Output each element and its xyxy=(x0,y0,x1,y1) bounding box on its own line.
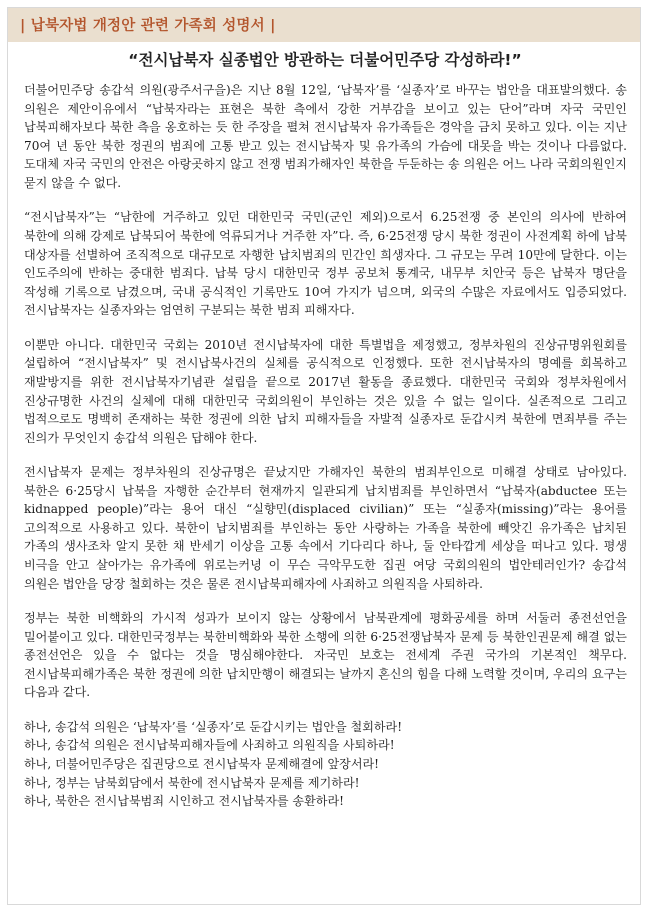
resolution-item-1: 하나, 송갑석 의원은 ‘납북자’를 ‘실종자’로 둔갑시키는 법안을 철회하라! xyxy=(24,719,403,734)
paragraph-5: 정부는 북한 비핵화의 가시적 성과가 보이지 않는 상황에서 남북관계에 평화공세를 하며 서둘러 종전선언을 밀어붙이고 있다. 대한민국정부는 북한비핵화와 북한 소행에 의한 6·25전쟁납북자 문제 등 북한인권문제 해결 없는 종전선언은 있을 수 없다는 것을 명심해야한다. 자국민 보호는 전세계 주권 국가의 기본적인 책무다. 전시납북피해가족은 북한 정권에 의한 납치만행이 해결되는 날까지 혼신의 힘을 다해 노력할 것이며, 우리의 요구는 다음과 같다. xyxy=(24,611,627,700)
resolution-item-4: 하나, 정부는 남북회담에서 북한에 전시납북자 문제를 제기하라! xyxy=(24,775,360,790)
statement-body xyxy=(24,81,627,811)
resolution-item-3: 하나, 더불어민주당은 집권당으로 전시납북자 문제해결에 앞장서라! xyxy=(24,756,380,771)
document-section-title: | 납북자법 개정안 관련 가족회 성명서 | xyxy=(20,18,276,34)
paragraph-1: 더불어민주당 송갑석 의원(광주서구을)은 지난 8월 12일, ‘납북자’를 ‘실종자’로 바꾸는 법안을 대표발의했다. 송 의원은 제안이유에서 “납북자라는 표현은 북한 측에서 강한 거부감을 보이고 있는 단어”라며 자국 국민인 납북피해자보다 북한 측을 옹호하는 듯 한 주장을 펼쳐 전시납북자 유가족들은 경악을 금치 못하고 있다. 이는 지난 70여 년 동안 북한 정권의 범죄에 고통 받고 있는 전시납북자 및 유가족의 가슴에 대못을 박는 것이나 다름없다. 도대체 자국 국민의 안전은 아랑곳하지 않고 전쟁 범죄가해자인 북한을 두둔하는 송 의원은 어느 나라 국회의원인지 묻지 않을 수 없다. xyxy=(24,83,627,190)
statement-headline: “전시납북자 실종법안 방관하는 더불어민주당 각성하라!” xyxy=(128,51,522,69)
paragraph-2: “전시납북자”는 “남한에 거주하고 있던 대한민국 국민(군인 제외)으로서 6.25전쟁 중 본인의 의사에 반하여 북한에 의해 강제로 납북되어 북한에 억류되거나 거주한 자”다. 즉, 6·25전쟁 당시 북한 정권이 사전계획 하에 납북 대상자를 선별하여 조직적으로 대규모로 자행한 납치범죄의 민간인 희생자다. 그 규모는 무려 10만에 달한다. 이는 인도주의에 반하는 중대한 범죄다. 납북 당시 대한민국 정부 공보처 통계국, 내무부 치안국 등은 납북자 명단을 작성해 기록으로 남겼으며, 국내 공식적인 기록만도 10여 가지가 넘으며, 외국의 수많은 자료에서도 입증되었다. 전시납북자는 실종자와는 엄연히 구분되는 북한 범죄 피해자다. xyxy=(24,210,627,318)
paragraph-3: 이뿐만 아니다. 대한민국 국회는 2010년 전시납북자에 대한 특별법을 제정했고, 정부차원의 진상규명위원회를 설립하여 “전시납북자” 및 전시납북사건의 실체를 공식적으로 인정했다. 또한 전시납북자의 명예를 회복하고 재발방지를 위한 전시납북자기념관 설립을 끝으로 2017년 활동을 종료했다. 대한민국 국회와 정부차원에서 진상규명한 사건의 실체에 대해 대한민국 국회의원이 부인하는 것은 있을 수 없는 일이다. 실존적으로 그리고 법적으로도 명백히 존재하는 북한 정권에 의한 납치 피해자들을 자발적 실종자로 둔갑시켜 북한에 면죄부를 주는 진의가 무엇인지 송갑석 의원은 답해야 한다. xyxy=(24,337,627,445)
resolution-item-5: 하나, 북한은 전시납북범죄 시인하고 전시납북자를 송환하라! xyxy=(24,794,344,809)
resolution-item-2: 하나, 송갑석 의원은 전시납북피해자들에 사죄하고 의원직을 사퇴하라! xyxy=(24,738,395,753)
resolution-list xyxy=(24,718,627,811)
paragraph-4: 전시납북자 문제는 정부차원의 진상규명은 끝났지만 가해자인 북한의 범죄부인으로 미해결 상태로 남아있다. 북한은 6·25당시 납북을 자행한 순간부터 현재까지 일관되게 납치범죄를 부인하면서 “납북자(abductee 또는 kidnapped people)”라는 용어 대신 “실향민(displaced civilian)” 또는 “실종자(missing)”라는 용어를 고의적으로 사용하고 있다. 북한이 납치범죄를 부인하는 동안 사랑하는 가족을 북한에 빼앗긴 유가족은 납치된 가족의 생사조차 알지 못한 채 반세기 이상을 고통 속에서 기다리다 하나, 둘 안타깝게 세상을 떠나고 있다. 평생 비극을 안고 살아가는 유가족에 위로는커녕 이 무슨 극악무도한 집권 여당 국회의원의 법안테러인가? 송갑석 의원은 법안을 당장 철회하는 것은 물론 전시납북피해자에 사죄하고 의원직을 사퇴하라. xyxy=(24,465,627,591)
